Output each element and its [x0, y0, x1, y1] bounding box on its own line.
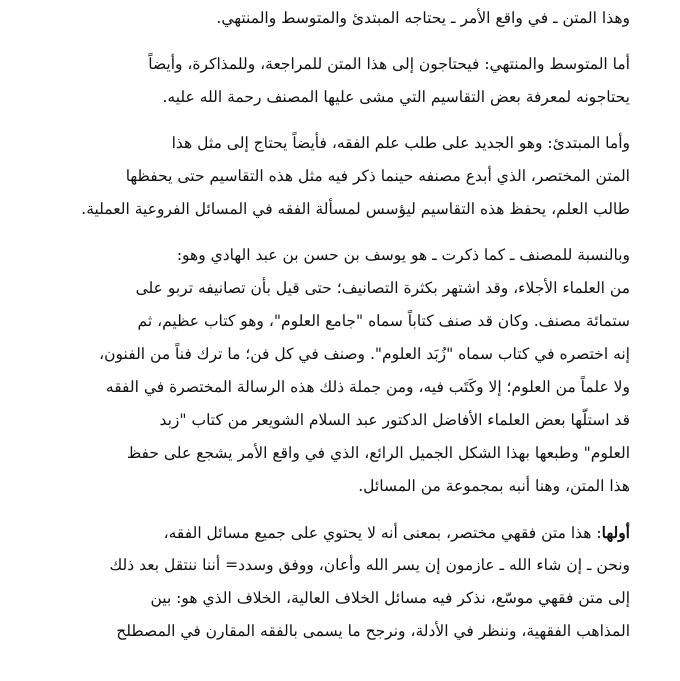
text-line: إلى متن فقهي موسّع، نذكر فيه مسائل الخلاف العالية، الخلاف الذي هو: بين — [150, 589, 630, 607]
text-line — [50, 516, 630, 549]
paragraph-intro — [50, 2, 630, 35]
document-page — [50, 0, 630, 681]
lead-word: أولها — [601, 523, 630, 542]
paragraph-author — [50, 239, 630, 503]
text-line: ستمائة مصنف. وكان قد صنف كتاباً سماه "جامع العلوم"، وهو كتاب عظيم، ثم — [137, 312, 630, 330]
text-line: وبالنسبة للمصنف ـ كما ذكرت ـ هو يوسف بن حسن بن عبد الهادي وهو: — [176, 246, 630, 264]
text-line: المتن المختصر، الذي أبدع مصنفه حينما ذكر فيه مثل هذه التقاسيم حتى يحفظها — [125, 167, 630, 185]
text-line: وأما المبتدئ: وهو الجديد على طلب علم الفقه، فأيضاً يحتاج إلى مثل هذا — [171, 134, 630, 152]
text-line: ونحن ـ إن شاء الله ـ عازمون إن يسر الله وأعان، ووفق وسدد= أننا ننتقل بعد ذلك — [109, 556, 630, 574]
paragraph-intermediate-advanced — [50, 48, 630, 114]
text-line: العلوم" وطبعها بهذا الشكل الجميل الرائع، الذي في واقع الأمر يشجع على حفظ — [126, 444, 630, 462]
text-line: أما المتوسط والمنتهي: فيحتاجون إلى هذا المتن للمراجعة، وللمذاكرة، وأيضاً — [148, 55, 630, 73]
paragraph-beginner — [50, 127, 630, 226]
text-line: وهذا المتن ـ في واقع الأمر ـ يحتاجه المبتدئ والمتوسط والمنتهي. — [216, 9, 630, 27]
text-line: إنه اختصره في كتاب سماه "زُبَد العلوم". وصنف في كل فن؛ ما ترك فناً من الفنون، — [99, 345, 630, 363]
text-line: طالب العلم، يحفظ هذه التقاسيم ليؤسس لمسألة الفقه في المسائل الفروعية العملية. — [81, 200, 630, 218]
text-line: هذا المتن، وهنا أنبه بمجموعة من المسائل. — [358, 477, 630, 495]
lead-line-rest: : هذا متن فقهي مختصر، بمعنى أنه لا يحتوي على جميع مسائل الفقه، — [163, 524, 602, 542]
text-line: ولا علماً من العلوم؛ إلا وكَتَب فيه، ومن جملة ذلك هذه الرسالة المختصرة في الفقه — [105, 378, 630, 396]
text-line: قد استلّها بعض العلماء الأفاضل الدكتور عبد السلام الشويعر من كتاب "زبد — [159, 411, 630, 429]
text-line: من العلماء الأجلاء، وقد اشتهر بكثرة التصانيف؛ حتى قيل بأن تصانيفه تربو على — [135, 279, 630, 297]
text-line: المذاهب الفقهية، وننظر في الأدلة، ونرجح ما يسمى بالفقه المقارن في المصطلح — [116, 622, 630, 640]
text-line: يحتاجونه لمعرفة بعض التقاسيم التي مشى عليها المصنف رحمة الله عليه. — [162, 88, 630, 106]
paragraph-first-point — [50, 516, 630, 648]
